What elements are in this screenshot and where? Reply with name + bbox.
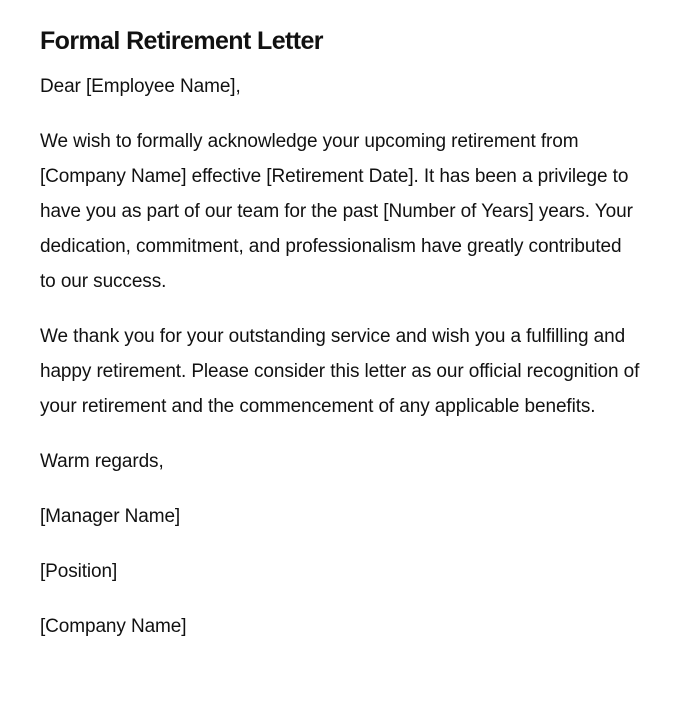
- letter-document: [40, 24, 640, 644]
- letter-paragraph: We wish to formally acknowledge your upcoming retirement from [Company Name] effective [Retirement Date]. It has been a privilege to have you as part of our team for the past [Number of Years] years. Your dedication, commitment, and professionalism have greatly contributed to our success.: [40, 131, 633, 292]
- signature-company: [Company Name]: [40, 616, 187, 637]
- signature-position: [Position]: [40, 561, 118, 582]
- letter-paragraph: We thank you for your outstanding service and wish you a fulfilling and happy retirement. Please consider this letter as our official recognition of your retirement and the commencement of any applicable benefits.: [40, 326, 640, 417]
- letter-closing: Warm regards,: [40, 451, 164, 472]
- letter-title: Formal Retirement Letter: [40, 27, 323, 55]
- letter-greeting: Dear [Employee Name],: [40, 76, 241, 97]
- signature-name: [Manager Name]: [40, 506, 181, 527]
